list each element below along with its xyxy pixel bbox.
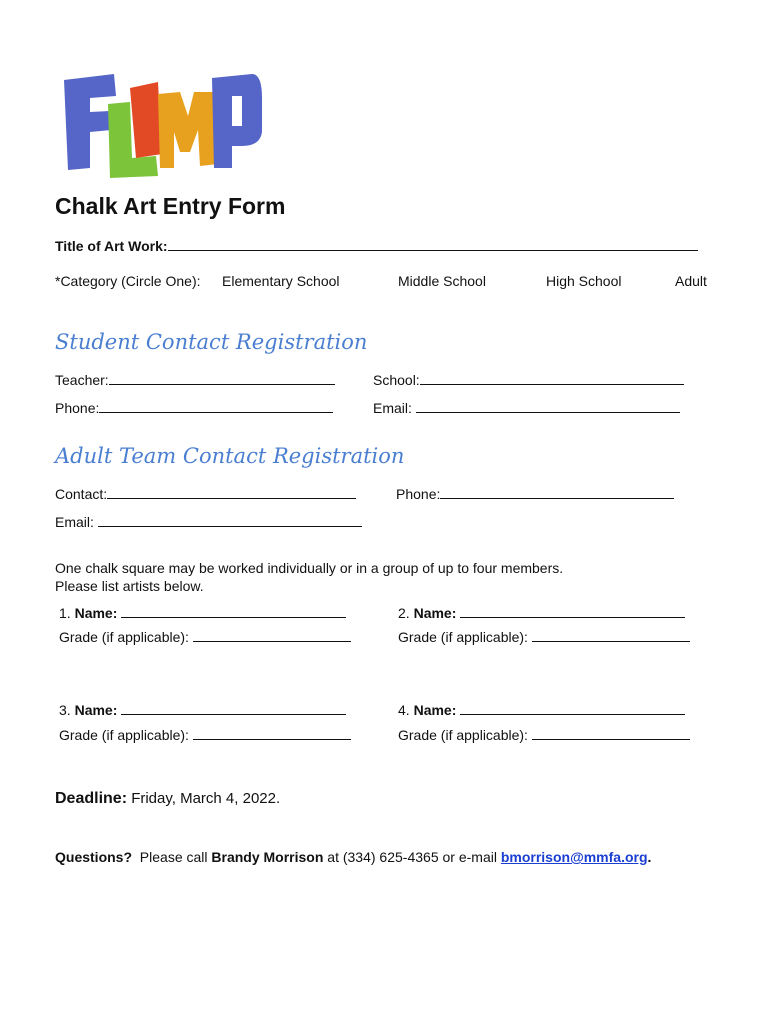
artist-4-grade-label: Grade (if applicable): — [398, 727, 528, 743]
artist-2-name-label: Name: — [413, 605, 457, 621]
questions-line — [55, 849, 651, 865]
category-option-adult[interactable]: Adult — [675, 273, 707, 289]
artist-2-grade-line[interactable] — [532, 628, 690, 642]
art-title-label: Title of Art Work: — [55, 238, 168, 254]
category-option-middle[interactable]: Middle School — [398, 273, 486, 289]
questions-end: . — [647, 849, 652, 865]
deadline-label: Deadline: — [55, 790, 128, 807]
deadline — [55, 790, 280, 808]
student-phone-label: Phone: — [55, 400, 100, 416]
artist-3-grade-label: Grade (if applicable): — [59, 727, 189, 743]
teacher-line[interactable] — [109, 371, 335, 385]
art-title-field[interactable] — [55, 237, 698, 254]
student-phone-field[interactable] — [55, 399, 333, 416]
category-option-high[interactable]: High School — [546, 273, 622, 289]
deadline-value: Friday, March 4, 2022. — [131, 790, 281, 807]
school-line[interactable] — [420, 371, 684, 385]
artist-3-number: 3. — [59, 702, 71, 718]
artist-4-grade-line[interactable] — [532, 726, 690, 740]
contact-email-link[interactable]: bmorrison@mmfa.org — [500, 849, 648, 865]
category-label: *Category (Circle One): — [55, 273, 201, 289]
artist-3-name-line[interactable] — [121, 701, 346, 715]
adult-phone-label: Phone: — [396, 486, 441, 502]
artist-2-name-line[interactable] — [460, 604, 685, 618]
page-title: Chalk Art Entry Form — [55, 193, 286, 219]
adult-section-heading: Adult Team Contact Registration — [55, 444, 405, 468]
student-email-line[interactable] — [416, 399, 680, 413]
artist-1-name-line[interactable] — [121, 604, 346, 618]
instructions-line-1: One chalk square may be worked individually or in a group of up to four members. — [55, 560, 564, 576]
adult-contact-label: Contact: — [55, 486, 108, 502]
adult-contact-line[interactable] — [107, 485, 356, 499]
artist-2-grade-field[interactable] — [398, 628, 690, 645]
artist-1-name-field[interactable] — [59, 604, 346, 621]
artist-2-grade-label: Grade (if applicable): — [398, 629, 528, 645]
artist-1-grade-label: Grade (if applicable): — [59, 629, 189, 645]
artist-1-name-label: Name: — [74, 605, 118, 621]
contact-name: Brandy Morrison — [211, 849, 324, 865]
artist-1-grade-line[interactable] — [193, 628, 351, 642]
artist-4-name-field[interactable] — [398, 701, 685, 718]
artist-4-number: 4. — [398, 702, 410, 718]
artist-2-number: 2. — [398, 605, 410, 621]
artist-4-grade-field[interactable] — [398, 726, 690, 743]
student-phone-line[interactable] — [99, 399, 333, 413]
questions-text-1: Please call — [139, 849, 208, 865]
adult-phone-field[interactable] — [396, 485, 674, 502]
student-email-label: Email: — [373, 400, 412, 416]
artist-3-grade-line[interactable] — [193, 726, 351, 740]
teacher-label: Teacher: — [55, 372, 109, 388]
school-field[interactable] — [373, 371, 684, 388]
adult-contact-field[interactable] — [55, 485, 356, 502]
flimp-logo — [62, 72, 262, 182]
questions-text-2: at (334) 625-4365 or e-mail — [327, 849, 497, 865]
art-title-line[interactable] — [168, 237, 698, 251]
student-email-field[interactable] — [373, 399, 680, 416]
artist-3-name-field[interactable] — [59, 701, 346, 718]
artist-2-name-field[interactable] — [398, 604, 685, 621]
school-label: School: — [373, 372, 420, 388]
adult-email-field[interactable] — [55, 513, 362, 530]
instructions-line-2: Please list artists below. — [55, 578, 204, 594]
teacher-field[interactable] — [55, 371, 335, 388]
category-option-elementary[interactable]: Elementary School — [222, 273, 340, 289]
adult-email-line[interactable] — [98, 513, 362, 527]
adult-email-label: Email: — [55, 514, 94, 530]
artist-1-grade-field[interactable] — [59, 628, 351, 645]
student-section-heading: Student Contact Registration — [55, 330, 368, 354]
artist-4-name-line[interactable] — [460, 701, 685, 715]
artist-4-name-label: Name: — [413, 702, 457, 718]
artist-1-number: 1. — [59, 605, 71, 621]
adult-phone-line[interactable] — [440, 485, 674, 499]
questions-label: Questions? — [55, 849, 133, 865]
artist-3-grade-field[interactable] — [59, 726, 351, 743]
artist-3-name-label: Name: — [74, 702, 118, 718]
